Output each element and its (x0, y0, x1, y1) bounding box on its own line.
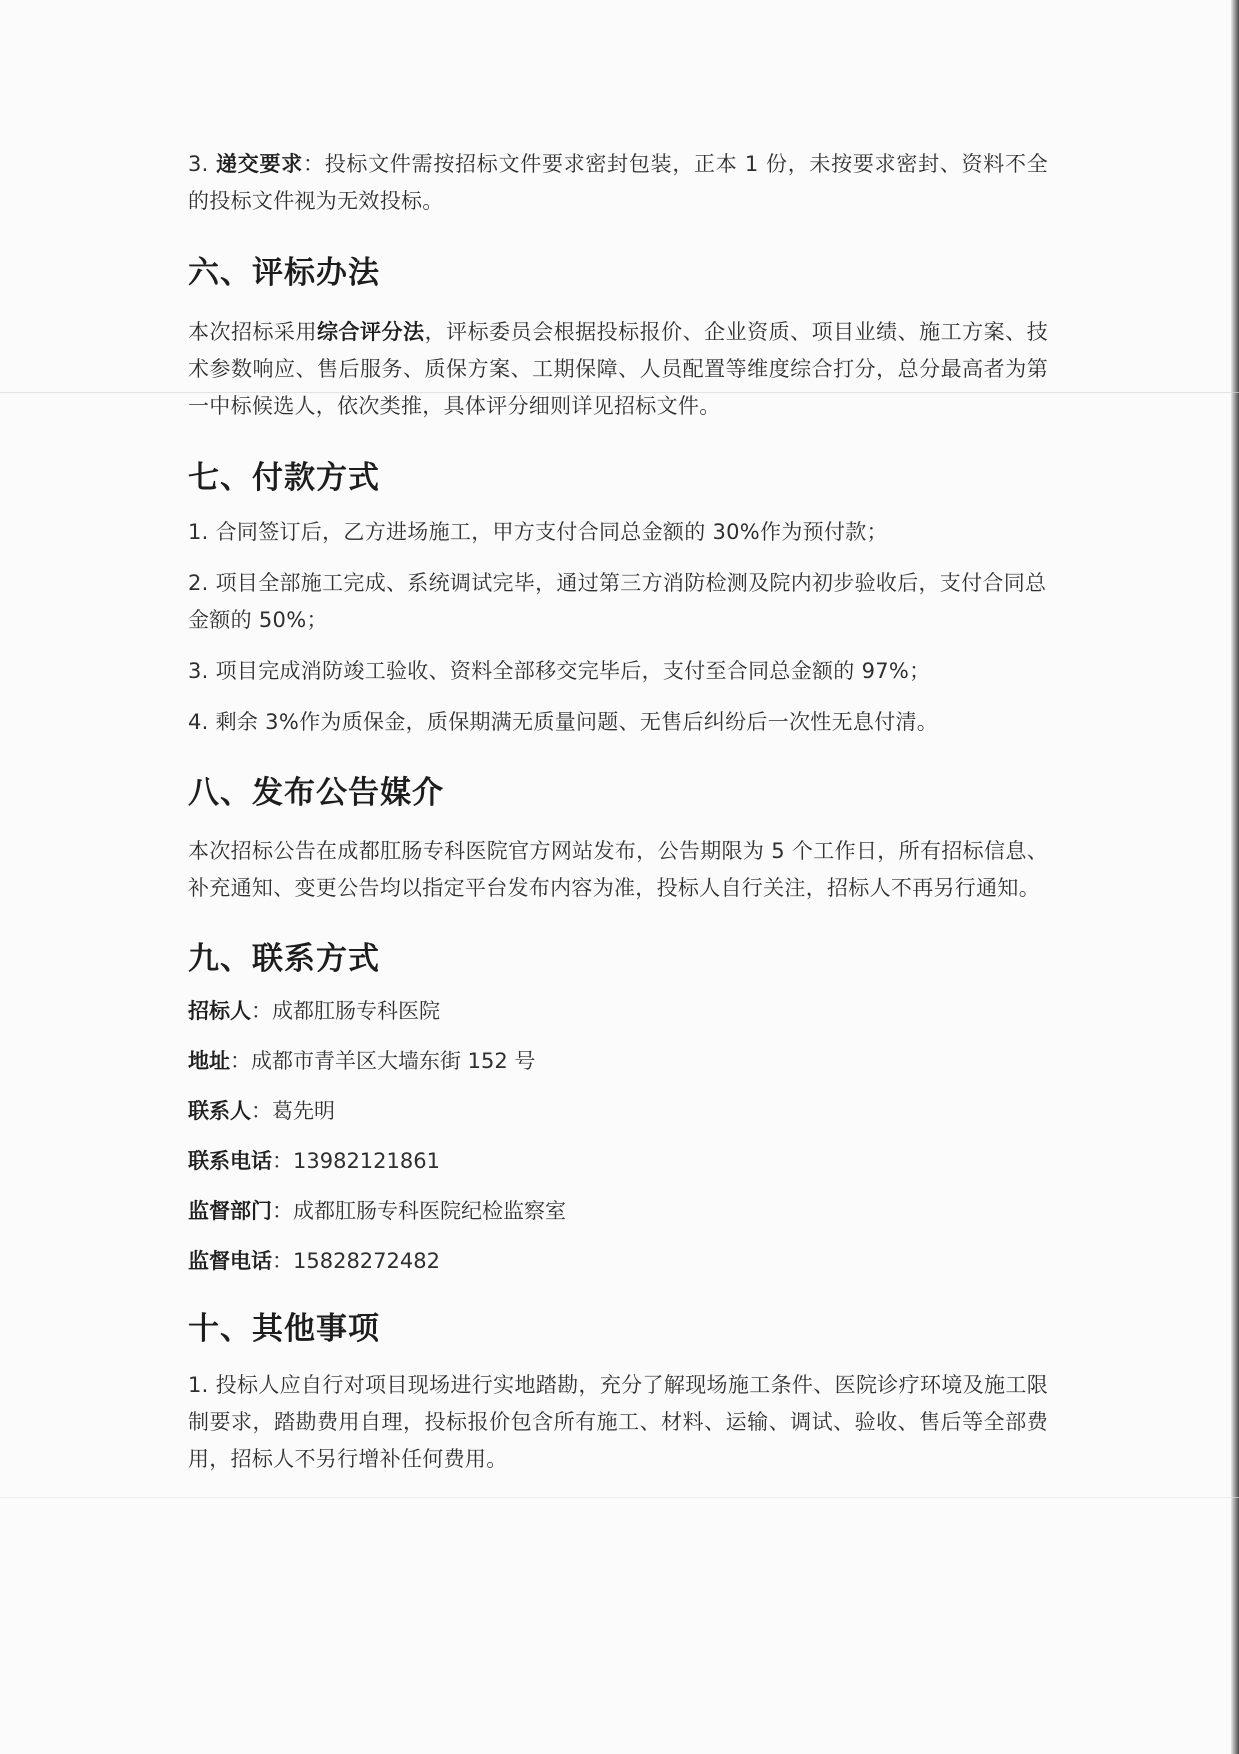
contact-value: ：成都肛肠专科医院 (251, 999, 440, 1023)
payment-item: 3. 项目完成消防竣工验收、资料全部移交完毕后，支付至合同总金额的 97%； (188, 659, 931, 683)
contact-label: 招标人 (188, 999, 251, 1023)
section-9-title: 九、联系方式 (188, 941, 380, 977)
scan-edge (1231, 0, 1239, 1754)
section-8-title: 八、发布公告媒介 (188, 775, 444, 811)
contact-value: ：成都肛肠专科医院纪检监察室 (272, 1199, 566, 1223)
scan-artifact-line (0, 1497, 1239, 1498)
contact-row (188, 1196, 1048, 1226)
submission-label: 递交要求 (216, 152, 303, 176)
other-item: 1. 投标人应自行对项目现场进行实地踏勘，充分了解现场施工条件、医院诊疗环境及施工限制要求，踏勘费用自理，投标报价包含所有施工、材料、运输、调试、验收、售后等全部费用，招标人不另行增补任何费用。 (188, 1373, 1048, 1471)
payment-item: 2. 项目全部施工完成、系统调试完毕，通过第三方消防检测及院内初步验收后，支付合同总金额的 50%； (188, 571, 1047, 632)
contact-value: ：成都市青羊区大墙东街 152 号 (230, 1049, 536, 1073)
section-6-method: 综合评分法 (317, 320, 425, 344)
section-8-paragraph: 本次招标公告在成都肛肠专科医院官方网站发布，公告期限为 5 个工作日，所有招标信息、补充通知、变更公告均以指定平台发布内容为准，投标人自行关注，招标人不再另行通知。 (188, 839, 1048, 900)
contact-row (188, 1246, 1048, 1276)
payment-item: 1. 合同签订后，乙方进场施工，甲方支付合同总金额的 30%作为预付款； (188, 520, 888, 544)
contact-row (188, 1096, 1048, 1126)
section-6-text-before: 本次招标采用 (188, 320, 318, 344)
section-6-title: 六、评标办法 (188, 255, 380, 291)
submission-text: ：投标文件需按招标文件要求密封包装，正本 1 份，未按要求密封、资料不全的投标文件视为无效投标。 (188, 152, 1048, 213)
section-10-title: 十、其他事项 (188, 1311, 380, 1347)
document-body (188, 146, 1048, 1478)
contact-label: 地址 (188, 1049, 230, 1073)
contact-value: ：15828272482 (272, 1249, 440, 1273)
section-7-title: 七、付款方式 (188, 460, 380, 496)
payment-item: 4. 剩余 3%作为质保金，质保期满无质量问题、无售后纠纷后一次性无息付清。 (188, 710, 939, 734)
submission-prefix: 3. (188, 152, 217, 176)
contact-label: 联系人 (188, 1099, 251, 1123)
contact-row (188, 996, 1048, 1026)
contact-value: ：葛先明 (251, 1099, 335, 1123)
contact-value: ：13982121861 (272, 1149, 440, 1173)
submission-requirement (188, 146, 1048, 220)
contact-row (188, 1046, 1048, 1076)
section-6-paragraph (188, 314, 1048, 425)
contact-label: 监督部门 (188, 1199, 272, 1223)
contact-row (188, 1146, 1048, 1176)
contact-label: 监督电话 (188, 1249, 272, 1273)
section-6-text-after: ，评标委员会根据投标报价、企业资质、项目业绩、施工方案、技术参数响应、售后服务、质保方案、工期保障、人员配置等维度综合打分，总分最高者为第一中标候选人，依次类推，具体评分细则详见招标文件。 (188, 320, 1048, 418)
contact-label: 联系电话 (188, 1149, 272, 1173)
